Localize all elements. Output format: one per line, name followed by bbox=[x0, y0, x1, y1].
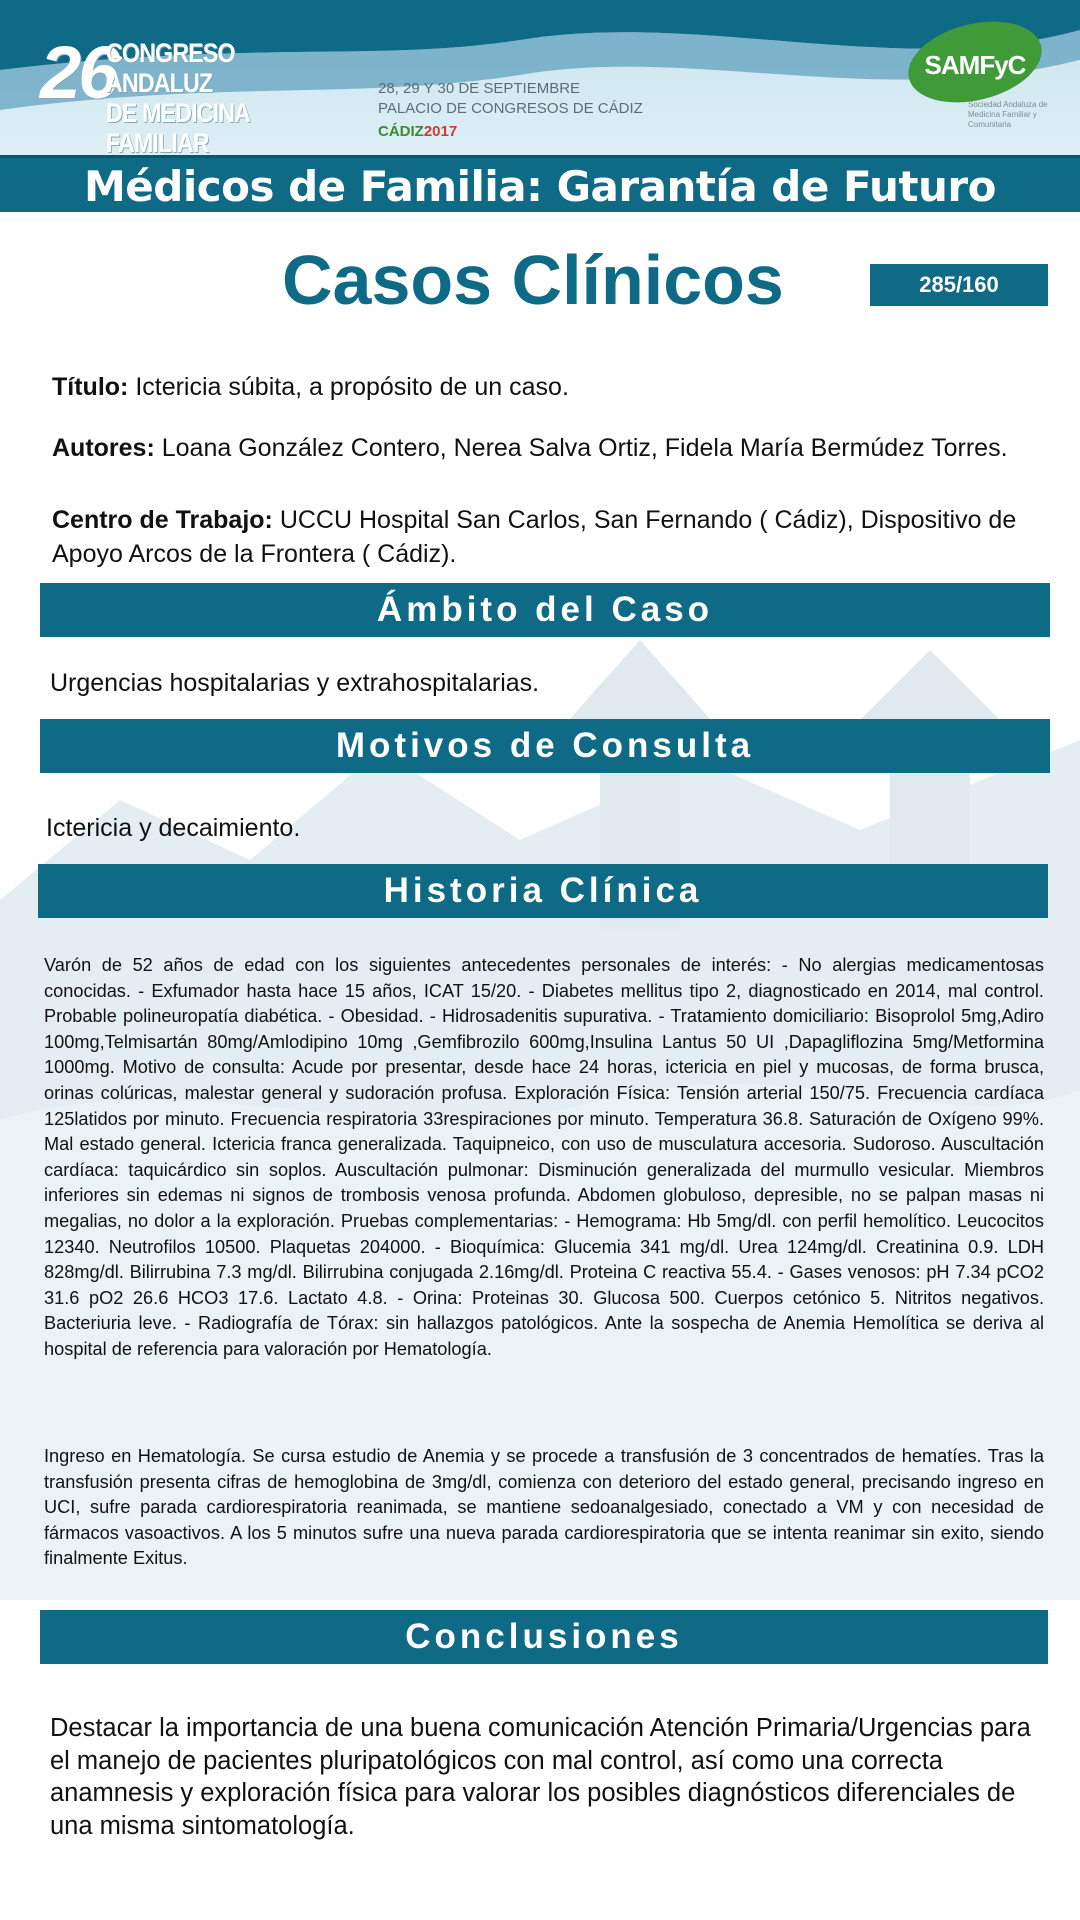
congress-dates bbox=[378, 79, 643, 119]
document-title: Casos Clínicos bbox=[282, 241, 784, 319]
congress-name bbox=[106, 38, 330, 155]
history-paragraph: Ingreso en Hematología. Se cursa estudio de Anemia y se procede a transfusión de 3 concentrados de hematíes. Tras la transfusión presenta cifras de hemoglobina de 3mg/dl, comienza con deterioro del estado general, precisando ingreso en UCI, sufre parada cardiorespiratoria reanimada, se mantiene sedoanalgesiado, conectado a VM y con necesidad de fármacos vasoactivos. A los 5 minutos sufre una nueva parada cardiorespiratoria que se intenta reanimar sin exito, siendo finalmente Exitus. bbox=[44, 1446, 1044, 1569]
congress-dates-line: 28, 29 Y 30 DE SEPTIEMBRE bbox=[378, 80, 581, 97]
history-paragraph: Varón de 52 años de edad con los siguientes antecedentes personales de interés: - No alergias medicamentosas conocidas. - Exfumador hasta hace 15 años, ICAT 15/20. - Diabetes mellitus tipo 2, diagnosticado en 2014, mal control. Probable polineuropatía diabética. - Obesidad. - Hidrosadenitis supurativa. - Tratamiento domiciliario: Bisoprolol 5mg,Adiro 100mg,Telmisartán 80mg/Amlodipino 10mg ,Gemfibrozilo 600mg,Insulina Lantus 50 UI ,Dapagliflozina 5mg/Metformina 1000mg. Motivo de consulta: Acude por presentar, desde hace 24 horas, ictericia en piel y mucosas, de forma brusca, orinas colúricas, malestar general y sudoración profusa. Exploración Física: Tensión arterial 150/75. Frecuencia cardíaca 125latidos por minuto. Frecuencia respiratoria 33respiraciones por minuto. Temperatura 36.8. Saturación de Oxígeno 99%. Mal estado general. Ictericia franca generalizada. Taquipneico, con uso de musculatura accesoria. Sudoroso. Auscultación cardíaca: taquicárdico sin soplos. Auscultación pulmonar: Disminución generalizada del murmullo vesicular. Miembros inferiores sin edemas ni signos de trombosis venosa profunda. Abdomen globuloso, depresible, no se palpan masas ni megalias, no dolor a la exploración. Pruebas complementarias: - Hemograma: Hb 5mg/dl. con perfil hemolítico. Leucocitos 12340. Neutrofilos 10500. Plaquetas 204000. - Bioquímica: Glucemia 341 mg/dl. Urea 124mg/dl. Creatinina 0.9. LDH 828mg/dl. Bilirrubina 7.3 mg/dl. Bilirrubina conjugada 2.16mg/dl. Proteina C reactiva 55.4. - Gases venosos: pH 7.34 pCO2 31.6 pO2 26.6 HCO3 17.6. Lactato 4.8. - Orina: Proteinas 30. Glucosa 500. Cuerpos cetónico 5. Nitritos negativos. Bacteriuria leve. - Radiografía de Tórax: sin hallazgos patológicos. Ante la sospecha de Anemia Hemolítica se deriva al hospital de referencia para valoración por Hematología. bbox=[44, 955, 1044, 1359]
conclusions-heading: Conclusiones bbox=[40, 1610, 1048, 1664]
case-code-badge: 285/160 bbox=[870, 264, 1048, 306]
history-heading: Historia Clínica bbox=[38, 864, 1048, 918]
congress-city-year bbox=[378, 123, 457, 140]
congress-name-line: DE MEDICINA FAMILIAR bbox=[106, 98, 250, 155]
congress-banner bbox=[0, 0, 1080, 155]
tagline-bar bbox=[0, 155, 1080, 212]
congress-number: 26 bbox=[40, 31, 117, 114]
authors-label: Autores: bbox=[52, 434, 155, 462]
workplace-label: Centro de Trabajo: bbox=[52, 506, 273, 534]
samfyc-logo-subtitle: Sociedad Andaluza de Medicina Familiar y Comunitaria bbox=[968, 100, 1048, 129]
congress-venue-line: PALACIO DE CONGRESOS DE CÁDIZ bbox=[378, 100, 643, 117]
reasons-heading: Motivos de Consulta bbox=[40, 719, 1050, 773]
scope-heading: Ámbito del Caso bbox=[40, 583, 1050, 637]
samfyc-logo-text: SAMFyC bbox=[924, 50, 1026, 80]
congress-name-line: CONGRESO ANDALUZ bbox=[106, 38, 235, 98]
authors-value: Loana González Contero, Nerea Salva Ortiz, Fidela María Bermúdez Torres. bbox=[161, 434, 1008, 462]
case-title-field bbox=[52, 370, 1032, 404]
congress-city: CÁDIZ bbox=[378, 123, 424, 140]
tagline: Médicos de Familia: Garantía de Futuro bbox=[84, 162, 996, 211]
reasons-text: Ictericia y decaimiento. bbox=[46, 814, 301, 842]
authors-field bbox=[52, 431, 1032, 465]
case-title-value: Ictericia súbita, a propósito de un caso. bbox=[135, 373, 569, 401]
scope-text: Urgencias hospitalarias y extrahospitalarias. bbox=[50, 669, 540, 697]
workplace-value: UCCU Hospital San Carlos, San Fernando ( Cádiz), Dispositivo de Apoyo Arcos de la Frontera ( Cádiz). bbox=[52, 506, 1017, 568]
workplace-field bbox=[52, 503, 1032, 571]
conclusions-text: Destacar la importancia de una buena comunicación Atención Primaria/Urgencias para el manejo de pacientes pluripatológicos con mal control, así como una correcta anamnesis y exploración física para valorar los posibles diagnósticos diferenciales de una misma sintomatología. bbox=[50, 1714, 1031, 1840]
congress-year: 2017 bbox=[423, 123, 458, 140]
case-title-label: Título: bbox=[52, 373, 129, 401]
